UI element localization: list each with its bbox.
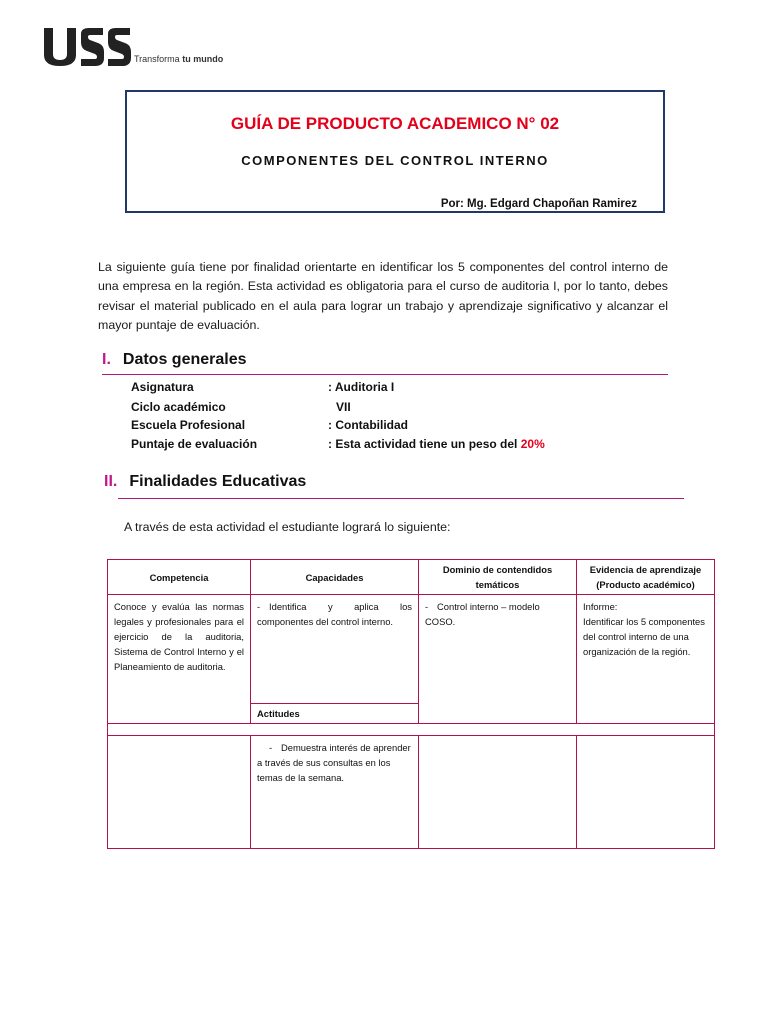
guide-subtitle: COMPONENTES DEL CONTROL INTERNO — [241, 153, 549, 168]
section-heading-finalidades — [104, 473, 306, 491]
cell-actitudes-label: Actitudes — [251, 704, 419, 724]
purpose-text: A través de esta actividad el estudiante logrará lo siguiente: — [124, 520, 451, 534]
table-header-row — [108, 560, 715, 595]
guide-title: GUÍA DE PRODUCTO ACADEMICO N° 02 — [230, 114, 560, 133]
cell-actitud: - Demuestra interés de aprender a través de sus consultas en los temas de la semana. — [251, 736, 419, 849]
cell-empty — [108, 736, 251, 849]
field-label: Asignatura — [131, 380, 194, 394]
table-gap — [108, 724, 715, 736]
cell-capacidad: - Identifica y aplica los componentes del control interno. — [251, 595, 419, 704]
section-divider — [118, 498, 684, 499]
header-evidencia: Evidencia de aprendizaje (Producto académico) — [577, 560, 715, 595]
section-divider — [102, 374, 668, 375]
field-value: : Esta actividad tiene un peso del 20% — [328, 437, 545, 451]
section-number: II. — [104, 473, 118, 490]
section-title: Finalidades Educativas — [129, 473, 307, 490]
cell-evidencia: Informe: Identificar los 5 componentes del control interno de una organización de la región. — [577, 595, 715, 724]
cell-empty — [419, 736, 577, 849]
header-capacidades: Capacidades — [251, 560, 419, 595]
logo-tagline: Transforma tu mundo — [134, 54, 224, 64]
field-label: Escuela Profesional — [131, 418, 246, 432]
intro-paragraph: La siguiente guía tiene por finalidad orientarte en identificar los 5 componentes del control interno de una empresa en la región. Esta actividad es obligatoria para el curso de auditoria I, por lo tanto, debes revisar el material publicado en el aula para lograr un trabajo y aprendizaje significativo y alcanzar el mayor puntaje de evaluación. — [98, 260, 668, 333]
cell-dominio: - Control interno – modelo COSO. — [419, 595, 577, 724]
competency-table — [107, 559, 715, 849]
cell-empty — [577, 736, 715, 849]
field-value: : Contabilidad — [328, 418, 408, 432]
title-box — [125, 90, 665, 213]
section-number: I. — [102, 351, 111, 368]
header-dominio: Dominio de contendidos temáticos — [419, 560, 577, 595]
cell-competencia: Conoce y evalúa las normas legales y profesionales para el ejercicio de la auditoria, Sistema de Control Interno y el Planeamiento de auditoria. — [108, 595, 251, 724]
field-label: Puntaje de evaluación — [131, 437, 258, 451]
guide-author: Por: Mg. Edgard Chapoñan Ramirez — [440, 198, 637, 210]
field-value: VII — [336, 400, 351, 414]
table-row — [108, 595, 715, 704]
uss-logo — [42, 24, 132, 68]
weight-highlight: 20% — [520, 437, 545, 451]
header-competencia: Competencia — [108, 560, 251, 595]
table-row — [108, 736, 715, 849]
field-value: : Auditoria I — [328, 380, 395, 394]
field-label: Ciclo académico — [131, 400, 226, 414]
section-heading-datos — [102, 351, 247, 369]
section-title: Datos generales — [122, 351, 247, 368]
